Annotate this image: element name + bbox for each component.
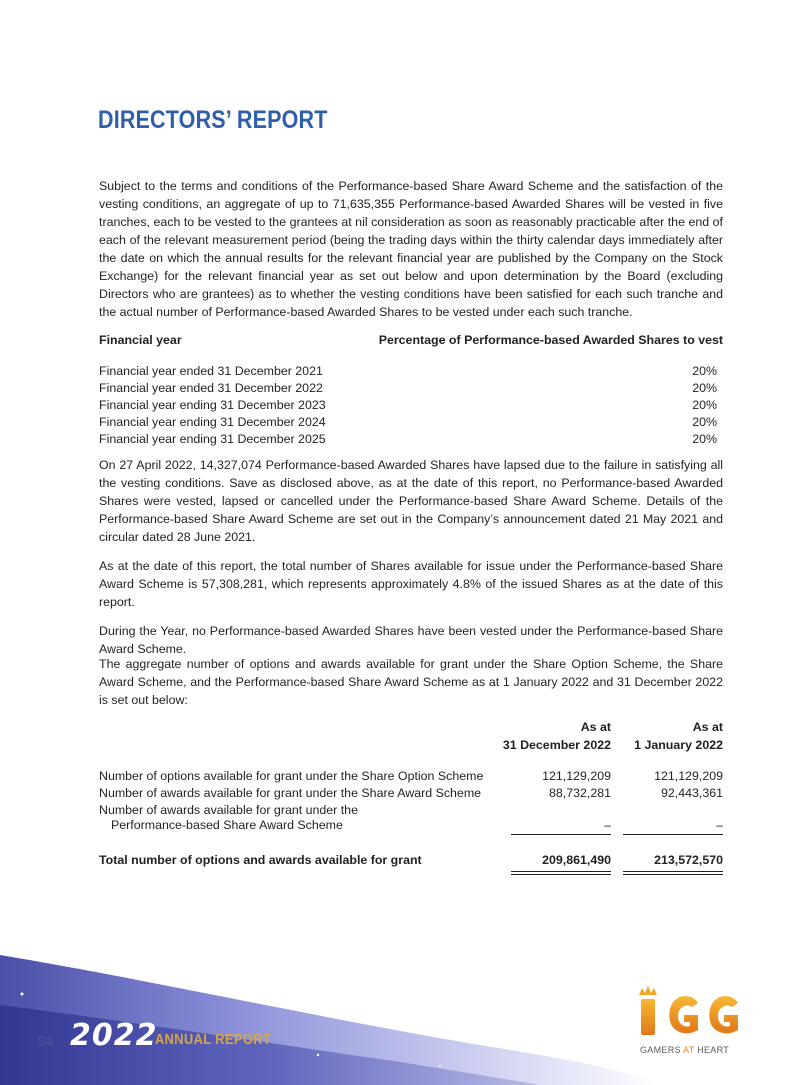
col1-header-as-at: As at (580, 720, 611, 734)
vesting-row-year: Financial year ending 31 December 2024 (99, 415, 326, 429)
table-row (99, 816, 723, 834)
grant-row-value-jan: 121,129,209 (654, 769, 723, 783)
vesting-row (99, 413, 717, 431)
grant-table-header-row1 (99, 718, 723, 736)
grant-row-value-dec: – (604, 818, 611, 832)
igg-logo (636, 985, 740, 1037)
grant-row-label: Number of awards available for grant under the (99, 803, 358, 817)
vesting-row (99, 396, 717, 414)
subtotal-rule-jan (623, 834, 723, 835)
grant-table-header-row2 (99, 736, 723, 754)
col2-header-as-at: As at (692, 720, 723, 734)
vesting-row-year: Financial year ended 31 December 2021 (99, 364, 323, 378)
total-value-jan: 213,572,570 (654, 853, 723, 867)
vesting-row-percent: 20% (692, 415, 717, 429)
tagline-part-gamers: GAMERS (640, 1045, 684, 1055)
vesting-row-year: Financial year ending 31 December 2025 (99, 432, 326, 446)
header-percentage: Percentage of Performance-based Awarded Shares to vest (378, 333, 723, 347)
grant-row-label: Number of awards available for grant under the Share Award Scheme (99, 786, 482, 800)
table-row-total (99, 851, 723, 869)
total-label: Total number of options and awards available for grant (99, 853, 422, 867)
col1-header-date: 31 December 2022 (502, 738, 611, 752)
table-row (99, 784, 723, 802)
paragraph-shares-available: As at the date of this report, the total number of Shares available for issue under the Performance-based Share Award Scheme is 57,308,281, which represents approximately 4.8% of the issued Shares as at the date of this report. (99, 559, 723, 609)
vesting-row-percent: 20% (692, 364, 717, 378)
vesting-table-header (99, 331, 723, 349)
paragraph-lapsed-shares: On 27 April 2022, 14,327,074 Performance-based Awarded Shares have lapsed due to the failure in satisfying all the vesting conditions. Save as disclosed above, as at the date of this report, no Performance-based Awarded Shares were vested, lapsed or cancelled under the Performance-based Share Award Scheme. Details of the Performance-based Share Award Scheme are set out in the Company’s announcement dated 21 May 2021 and circular dated 28 June 2021. (99, 458, 723, 544)
grant-row-value-dec: 121,129,209 (542, 769, 611, 783)
grant-row-value-jan: – (716, 818, 723, 832)
vesting-row-year: Financial year ended 31 December 2022 (99, 381, 323, 395)
vesting-row-percent: 20% (692, 398, 717, 412)
annual-report-label: ANNUAL REPORT (155, 1032, 272, 1048)
table-row (99, 767, 723, 785)
vesting-row (99, 430, 717, 448)
subtotal-rule-dec (511, 834, 611, 835)
logo-tagline (640, 1045, 729, 1055)
grant-row-label-cont: Performance-based Share Award Scheme (111, 818, 343, 832)
grant-row-value-jan: 92,443,361 (660, 786, 723, 800)
page-number: 94 (38, 1033, 54, 1049)
tagline-part-heart: HEART (694, 1045, 730, 1055)
grant-row-label: Number of options available for grant under the Share Option Scheme (99, 769, 484, 783)
vesting-row-percent: 20% (692, 381, 717, 395)
total-double-rule-jan (623, 871, 723, 875)
header-financial-year: Financial year (99, 333, 182, 347)
total-double-rule-dec (511, 871, 611, 875)
tagline-part-at: AT (683, 1045, 695, 1055)
paragraph-vesting-terms: Subject to the terms and conditions of the Performance-based Share Award Scheme and the satisfaction of the vesting conditions, an aggregate of up to 71,635,355 Performance-based Awarded Shares will be vested in five tranches, each to be vested to the grantees at nil consideration as soon as reasonably practicable after the end of each of the relevant measurement period (being the trading days within the thirty calendar days immediately after the date on which the annual results for the relevant financial year are published by the Company on the Stock Exchange) for the relevant financial year as set out below and upon determination by the Board (excluding Directors who are grantees) as to whether the vesting conditions have been satisfied for each such tranche and the actual number of Performance-based Awarded Shares to be vested under each such tranche. (99, 179, 723, 319)
page-title: DIRECTORS’ REPORT (98, 106, 328, 134)
paragraph-aggregate-intro: The aggregate number of options and awards available for grant under the Share Option Scheme, the Share Award Scheme, and the Performance-based Share Award Scheme as at 1 January 2022 and 31 December 2022 is set out below: (99, 657, 723, 707)
vesting-row (99, 379, 717, 397)
paragraph-no-vesting: During the Year, no Performance-based Awarded Shares have been vested under the Performance-based Share Award Scheme. (99, 624, 723, 656)
grant-row-value-dec: 88,732,281 (548, 786, 611, 800)
total-value-dec: 209,861,490 (542, 853, 611, 867)
vesting-row-year: Financial year ending 31 December 2023 (99, 398, 326, 412)
report-year: 2022 (70, 1018, 158, 1053)
vesting-row-percent: 20% (692, 432, 717, 446)
vesting-row (99, 362, 717, 380)
col2-header-date: 1 January 2022 (634, 738, 723, 752)
